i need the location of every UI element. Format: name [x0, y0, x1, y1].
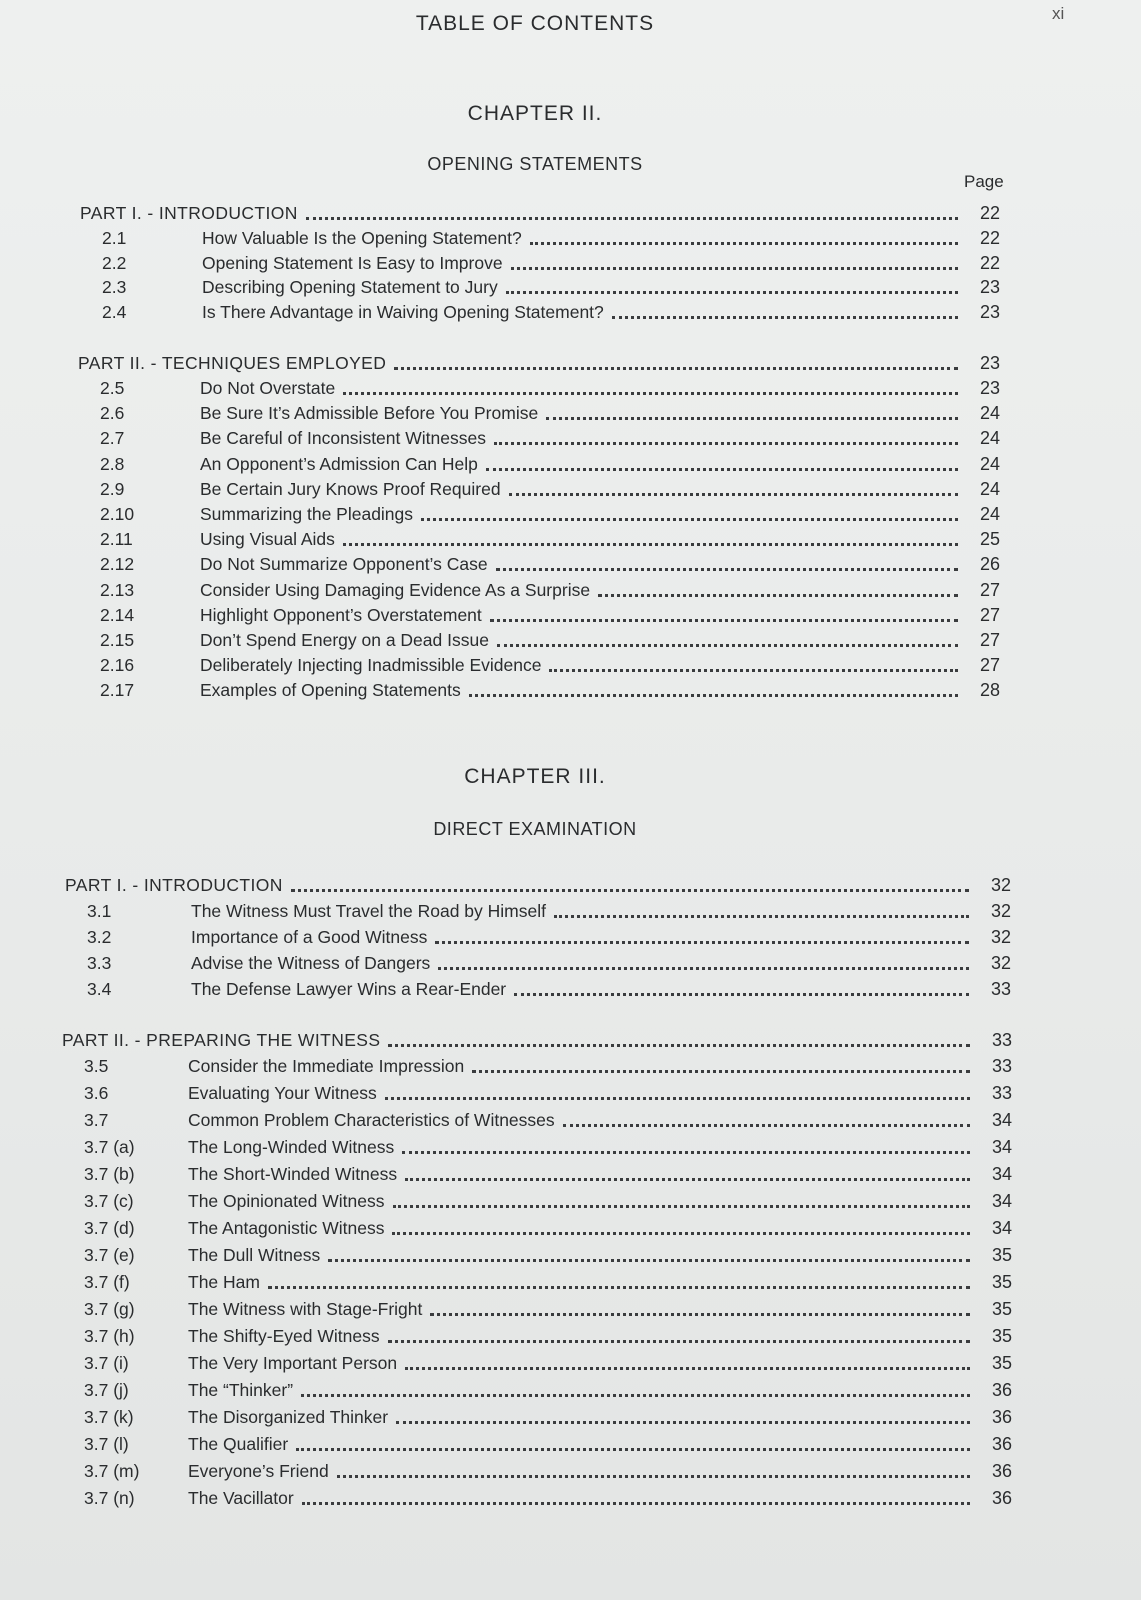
- section-page: 26: [979, 554, 1000, 575]
- leader-dots: [268, 1272, 970, 1289]
- section-page: 32: [990, 927, 1011, 947]
- toc-entry: [80, 225, 1000, 249]
- leader-dots: [497, 630, 958, 647]
- section-page: 32: [990, 953, 1011, 973]
- toc-entry: [62, 1350, 1012, 1374]
- toc-entry: [65, 976, 1011, 1000]
- part-title: PART I. - INTRODUCTION: [80, 203, 298, 223]
- section-page: 24: [979, 428, 1000, 449]
- leader-dots: [385, 1083, 970, 1100]
- section-page: 36: [991, 1407, 1012, 1427]
- section-title: Be Certain Jury Knows Proof Required: [200, 478, 501, 499]
- toc-entry: [78, 526, 1000, 550]
- section-title: Highlight Opponent’s Overstatement: [200, 604, 482, 625]
- section-title: Examples of Opening Statements: [200, 680, 461, 701]
- toc-entry: [62, 1485, 1012, 1509]
- part-page: 23: [979, 353, 1000, 373]
- section-number: 2.11: [100, 529, 133, 550]
- leader-dots: [343, 529, 958, 546]
- section-number: 2.4: [102, 301, 127, 322]
- section-title: How Valuable Is the Opening Statement?: [202, 228, 522, 248]
- leader-dots: [546, 403, 958, 420]
- section-page: 23: [979, 378, 1000, 398]
- leader-dots: [514, 979, 969, 996]
- section-title: Is There Advantage in Waiving Opening Statement?: [202, 301, 604, 322]
- section-number: 2.8: [100, 453, 125, 474]
- page-number: xi: [1052, 4, 1065, 23]
- section-page: 24: [979, 504, 1000, 524]
- section-page: 27: [979, 630, 1000, 650]
- toc-entry: [78, 577, 1000, 601]
- toc-entry: [62, 1377, 1012, 1401]
- section-title: Everyone’s Friend: [188, 1461, 329, 1481]
- section-page: 27: [979, 579, 1000, 600]
- toc-entry: [65, 924, 1011, 948]
- toc-entry: [78, 652, 1000, 676]
- leader-dots: [393, 1191, 971, 1208]
- toc-entry: [78, 551, 1000, 575]
- toc-entry: [78, 375, 1000, 399]
- section-page: 36: [991, 1461, 1012, 1481]
- toc-entry: [80, 250, 1000, 274]
- toc-part-heading: [78, 350, 1000, 374]
- section-page: 24: [979, 478, 1000, 499]
- toc-entry: [78, 476, 1000, 500]
- section-page: 33: [991, 1083, 1012, 1103]
- toc-entry: [78, 677, 1000, 701]
- section-number: 3.7 (h): [84, 1326, 135, 1346]
- toc-entry: [62, 1107, 1012, 1131]
- leader-dots: [430, 1299, 970, 1316]
- section-title: Be Careful of Inconsistent Witnesses: [200, 428, 486, 449]
- toc-part-heading: [65, 872, 1011, 896]
- page-title: TABLE OF CONTENTS: [415, 12, 655, 35]
- toc-entry: [80, 299, 1000, 323]
- section-page: 34: [991, 1137, 1012, 1157]
- section-number: 3.7 (c): [84, 1191, 134, 1211]
- section-page: 23: [979, 301, 1000, 322]
- leader-dots: [291, 875, 969, 892]
- section-title: The Dull Witness: [188, 1245, 321, 1265]
- section-number: 3.7 (a): [84, 1137, 135, 1157]
- section-number: 3.7 (j): [84, 1380, 129, 1400]
- section-number: 3.7 (g): [84, 1299, 135, 1319]
- section-number: 2.13: [100, 579, 135, 600]
- leader-dots: [405, 1353, 970, 1370]
- chapter-2-subtitle: OPENING STATEMENTS: [427, 154, 643, 174]
- section-title: Common Problem Characteristics of Witnesses: [188, 1110, 555, 1130]
- section-number: 2.7: [100, 428, 125, 449]
- leader-dots: [530, 228, 958, 245]
- section-number: 3.7 (n): [84, 1488, 135, 1508]
- toc-entry: [62, 1080, 1012, 1104]
- section-number: 3.2: [87, 927, 112, 947]
- leader-dots: [392, 1218, 970, 1235]
- section-title: The “Thinker”: [188, 1380, 294, 1400]
- toc-entry: [62, 1215, 1012, 1239]
- section-number: 3.7 (l): [84, 1434, 129, 1454]
- section-page: 35: [991, 1299, 1012, 1319]
- section-number: 2.9: [100, 478, 125, 499]
- section-title: Summarizing the Pleadings: [200, 504, 414, 524]
- toc-entry: [62, 1458, 1012, 1482]
- section-page: 27: [979, 655, 1000, 676]
- section-page: 36: [991, 1488, 1012, 1508]
- toc-entry: [78, 400, 1000, 424]
- section-title: Evaluating Your Witness: [188, 1083, 377, 1103]
- toc-entry: [78, 602, 1000, 626]
- section-number: 3.7 (i): [84, 1353, 129, 1373]
- section-title: The Shifty-Eyed Witness: [188, 1326, 380, 1346]
- section-number: 3.5: [84, 1056, 109, 1076]
- leader-dots: [388, 1326, 970, 1343]
- section-number: 3.7 (f): [84, 1272, 130, 1292]
- part-title: PART I. - INTRODUCTION: [65, 875, 283, 895]
- section-number: 2.5: [100, 378, 125, 398]
- section-title: Do Not Summarize Opponent’s Case: [200, 554, 488, 575]
- part-page: 33: [991, 1030, 1012, 1050]
- section-page: 34: [991, 1110, 1012, 1130]
- section-number: 2.10: [100, 504, 135, 524]
- leader-dots: [549, 655, 958, 672]
- section-number: 3.7 (b): [84, 1164, 135, 1184]
- toc-entry: [62, 1404, 1012, 1428]
- toc-entry: [62, 1269, 1012, 1293]
- section-page: 34: [991, 1164, 1012, 1184]
- toc-entry: [78, 627, 1000, 651]
- section-number: 3.7 (e): [84, 1245, 135, 1265]
- part-title: PART II. - TECHNIQUES EMPLOYED: [78, 353, 387, 373]
- toc-entry: [78, 451, 1000, 475]
- toc-entry: [62, 1188, 1012, 1212]
- section-number: 3.4: [87, 979, 112, 999]
- section-title: Importance of a Good Witness: [191, 927, 428, 947]
- section-title: Opening Statement Is Easy to Improve: [202, 252, 503, 273]
- leader-dots: [306, 203, 958, 220]
- section-title: Consider the Immediate Impression: [188, 1056, 465, 1076]
- toc-entry: [78, 501, 1000, 525]
- leader-dots: [612, 302, 958, 319]
- section-title: The Short-Winded Witness: [188, 1164, 398, 1184]
- section-page: 33: [991, 1056, 1012, 1076]
- section-number: 2.15: [100, 630, 135, 650]
- leader-dots: [388, 1030, 970, 1047]
- section-page: 24: [979, 403, 1000, 424]
- leader-dots: [301, 1380, 970, 1397]
- section-page: 34: [991, 1191, 1012, 1211]
- section-title: Describing Opening Statement to Jury: [202, 277, 498, 297]
- section-page: 34: [991, 1218, 1012, 1238]
- part-page: 32: [990, 875, 1011, 895]
- leader-dots: [506, 277, 958, 294]
- leader-dots: [337, 1461, 970, 1478]
- section-page: 36: [991, 1434, 1012, 1454]
- section-number: 2.16: [100, 655, 135, 676]
- section-page: 35: [991, 1353, 1012, 1373]
- section-number: 2.3: [102, 277, 127, 297]
- toc-entry: [62, 1053, 1012, 1077]
- section-page: 23: [979, 277, 1000, 297]
- section-page: 36: [991, 1380, 1012, 1400]
- section-title: The Witness Must Travel the Road by Himself: [191, 901, 546, 921]
- section-number: 2.2: [102, 252, 127, 273]
- section-title: The Defense Lawyer Wins a Rear-Ender: [191, 979, 507, 999]
- section-page: 35: [991, 1272, 1012, 1292]
- leader-dots: [396, 1407, 970, 1424]
- section-page: 35: [991, 1245, 1012, 1265]
- toc-part-heading: [62, 1027, 1012, 1051]
- section-page: 32: [990, 901, 1011, 921]
- leader-dots: [554, 901, 969, 918]
- section-title: Using Visual Aids: [200, 529, 335, 550]
- leader-dots: [402, 1137, 970, 1154]
- leader-dots: [438, 953, 969, 970]
- toc-entry: [65, 898, 1011, 922]
- section-number: 3.6: [84, 1083, 109, 1103]
- toc-entry: [62, 1296, 1012, 1320]
- leader-dots: [494, 428, 958, 445]
- section-title: The Qualifier: [188, 1434, 289, 1454]
- section-title: The Antagonistic Witness: [188, 1218, 385, 1238]
- section-page: 25: [979, 529, 1000, 550]
- section-page: 27: [979, 604, 1000, 625]
- section-number: 2.12: [100, 554, 135, 575]
- page-column-label: Page: [964, 172, 1004, 191]
- leader-dots: [421, 504, 958, 521]
- section-title: The Witness with Stage-Fright: [188, 1299, 423, 1319]
- section-title: The Disorganized Thinker: [188, 1407, 389, 1427]
- section-title: The Very Important Person: [188, 1353, 398, 1373]
- section-number: 3.7: [84, 1110, 109, 1130]
- section-title: Be Sure It’s Admissible Before You Promise: [200, 403, 539, 424]
- leader-dots: [509, 479, 958, 496]
- section-title: Do Not Overstate: [200, 378, 336, 398]
- toc-entry: [62, 1161, 1012, 1185]
- chapter-3-subtitle: DIRECT EXAMINATION: [433, 819, 637, 839]
- chapter-2-heading: CHAPTER II.: [467, 102, 603, 125]
- toc-part-heading: [80, 200, 1000, 224]
- leader-dots: [486, 454, 958, 471]
- leader-dots: [563, 1110, 970, 1127]
- section-title: The Vacillator: [188, 1488, 294, 1508]
- section-number: 3.3: [87, 953, 112, 973]
- section-number: 2.14: [100, 604, 135, 625]
- leader-dots: [472, 1056, 970, 1073]
- leader-dots: [511, 253, 958, 270]
- section-page: 33: [990, 979, 1011, 999]
- toc-entry: [65, 950, 1011, 974]
- toc-entry: [80, 274, 1000, 298]
- section-page: 35: [991, 1326, 1012, 1346]
- leader-dots: [598, 580, 958, 597]
- section-title: An Opponent’s Admission Can Help: [200, 453, 478, 474]
- leader-dots: [469, 680, 958, 697]
- section-number: 3.1: [87, 901, 112, 921]
- toc-entry: [62, 1431, 1012, 1455]
- toc-entry: [78, 425, 1000, 449]
- section-title: Consider Using Damaging Evidence As a Surprise: [200, 579, 591, 600]
- leader-dots: [490, 605, 958, 622]
- toc-entry: [62, 1242, 1012, 1266]
- section-title: Advise the Witness of Dangers: [191, 953, 431, 973]
- leader-dots: [435, 927, 969, 944]
- section-title: Deliberately Injecting Inadmissible Evidence: [200, 655, 542, 676]
- leader-dots: [302, 1488, 970, 1505]
- section-title: The Opinionated Witness: [188, 1191, 385, 1211]
- section-page: 22: [979, 252, 1000, 273]
- section-title: Don’t Spend Energy on a Dead Issue: [200, 630, 489, 650]
- chapter-3-heading: CHAPTER III.: [464, 765, 606, 788]
- toc-entry: [62, 1134, 1012, 1158]
- section-page: 22: [979, 228, 1000, 248]
- section-number: 3.7 (d): [84, 1218, 135, 1238]
- section-number: 2.17: [100, 680, 135, 701]
- leader-dots: [394, 353, 958, 370]
- section-page: 28: [979, 680, 1000, 701]
- section-number: 3.7 (k): [84, 1407, 134, 1427]
- toc-entry: [62, 1323, 1012, 1347]
- section-number: 2.1: [102, 228, 127, 248]
- leader-dots: [328, 1245, 970, 1262]
- part-title: PART II. - PREPARING THE WITNESS: [62, 1030, 381, 1050]
- section-number: 2.6: [100, 403, 125, 424]
- section-page: 24: [979, 453, 1000, 474]
- leader-dots: [296, 1434, 970, 1451]
- section-number: 3.7 (m): [84, 1461, 140, 1481]
- leader-dots: [343, 378, 958, 395]
- leader-dots: [405, 1164, 970, 1181]
- section-title: The Ham: [188, 1272, 260, 1292]
- leader-dots: [496, 554, 958, 571]
- part-page: 22: [979, 203, 1000, 223]
- section-title: The Long-Winded Witness: [188, 1137, 395, 1157]
